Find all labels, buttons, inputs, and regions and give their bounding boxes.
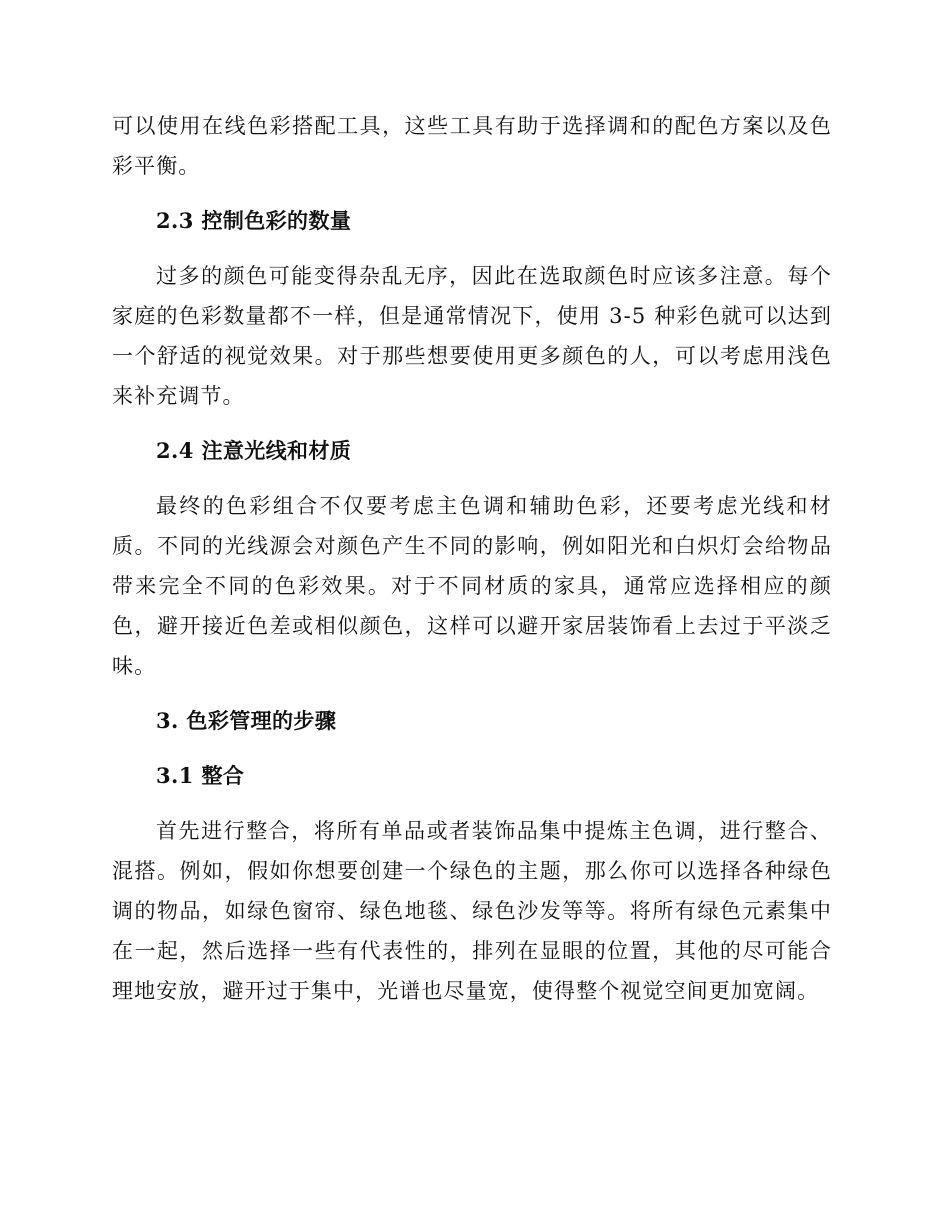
paragraph: 可以使用在线色彩搭配工具，这些工具有助于选择调和的配色方案以及色彩平衡。: [112, 114, 832, 178]
paragraph: 过多的颜色可能变得杂乱无序，因此在选取颜色时应该多注意。每个家庭的色彩数量都不一样，但是通常情况下，使用 3-5 种彩色就可以达到一个舒适的视觉效果。对于那些想要使用更多颜色的人，可以考虑用浅色来补充调节。: [112, 264, 832, 408]
section-heading-3-1: 3.1 整合: [156, 763, 245, 788]
document-body: [112, 106, 832, 1011]
paragraph: 首先进行整合，将所有单品或者装饰品集中提炼主色调，进行整合、混搭。例如，假如你想要创建一个绿色的主题，那么你可以选择各种绿色调的物品，如绿色窗帘、绿色地毯、绿色沙发等等。将所有绿色元素集中在一起，然后选择一些有代表性的，排列在显眼的位置，其他的尽可能合理地安放，避开过于集中，光谱也尽量宽，使得整个视觉空间更加宽阔。: [112, 819, 832, 1003]
paragraph: 最终的色彩组合不仅要考虑主色调和辅助色彩，还要考虑光线和材质。不同的光线源会对颜色产生不同的影响，例如阳光和白炽灯会给物品带来完全不同的色彩效果。对于不同材质的家具，通常应选择相应的颜色，避开接近色差或相似颜色，这样可以避开家居装饰看上去过于平淡乏味。: [112, 494, 832, 678]
section-heading-2-3: 2.3 控制色彩的数量: [156, 208, 352, 233]
section-heading-2-4: 2.4 注意光线和材质: [156, 438, 352, 463]
section-heading-3: 3. 色彩管理的步骤: [156, 708, 337, 733]
